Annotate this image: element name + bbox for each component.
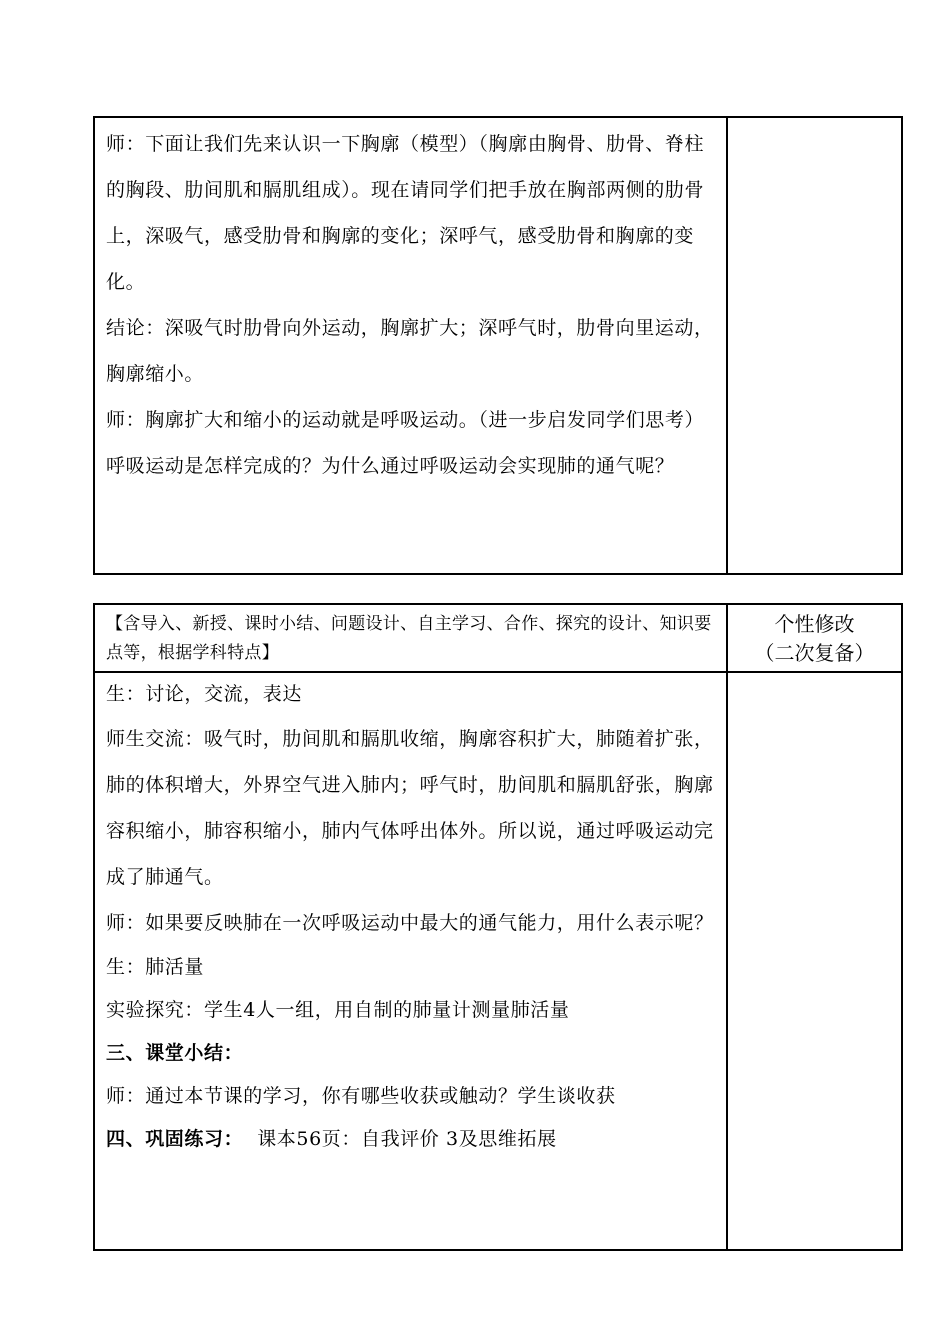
paragraph-student-discuss: 生：讨论，交流，表达 bbox=[106, 683, 303, 705]
header-right-cell bbox=[727, 604, 902, 672]
revision-cell bbox=[727, 117, 902, 574]
paragraph-teacher-breathing-movement: 师：胸廓扩大和缩小的运动就是呼吸运动。（进一步启发同学们思考）呼吸运动是怎样完成的？为什么通过呼吸运动会实现肺的通气呢？ bbox=[106, 409, 705, 477]
paragraph-practice bbox=[106, 1118, 718, 1161]
paragraph-teacher-chest-model: 师：下面让我们先来认识一下胸廓（模型）（胸廓由胸骨、肋骨、脊柱的胸段、肋间肌和膈肌组成）。现在请同学们把手放在胸部两侧的肋骨上，深吸气，感受肋骨和胸廓的变化；深呼气，感受肋骨和胸廓的变化。 bbox=[106, 133, 705, 293]
paragraph-conclusion: 结论：深吸气时肋骨向外运动，胸廓扩大；深呼气时，肋骨向里运动，胸廓缩小。 bbox=[106, 317, 714, 385]
lesson-table-2 bbox=[93, 603, 903, 1251]
section-practice-heading: 四、巩固练习： bbox=[106, 1128, 244, 1150]
section-summary-heading: 三、课堂小结： bbox=[106, 1042, 244, 1064]
header-left-cell bbox=[94, 604, 727, 672]
paragraph-teacher-student-exchange: 师生交流：吸气时，肋间肌和膈肌收缩，胸廓容积扩大，肺随着扩张，肺的体积增大，外界空气进入肺内；呼气时，肋间肌和膈肌舒张，胸廓容积缩小，肺容积缩小，肺内气体呼出体外。所以说，通过呼吸运动完成了肺通气。 bbox=[106, 728, 714, 888]
header-instructions: 【含导入、新授、课时小结、问题设计、自主学习、合作、探究的设计、知识要点等，根据学科特点】 bbox=[106, 614, 712, 663]
revision-body-cell bbox=[727, 672, 902, 1250]
paragraph-teacher-summary: 师：通过本节课的学习，你有哪些收获或触动？学生谈收获 bbox=[106, 1085, 616, 1107]
revision-subtitle: （二次复备） bbox=[754, 641, 875, 665]
revision-title: 个性修改 bbox=[774, 612, 855, 636]
lesson-content-cell bbox=[94, 117, 727, 574]
paragraph-teacher-question: 师：如果要反映肺在一次呼吸运动中最大的通气能力，用什么表示呢？ bbox=[106, 912, 714, 934]
practice-text: 课本56页：自我评价 3及思维拓展 bbox=[257, 1128, 557, 1150]
lesson-body-cell bbox=[94, 672, 727, 1250]
paragraph-student-lung-capacity: 生：肺活量 bbox=[106, 956, 205, 978]
lesson-table-1 bbox=[93, 116, 903, 575]
paragraph-experiment: 实验探究：学生4人一组，用自制的肺量计测量肺活量 bbox=[106, 999, 570, 1021]
